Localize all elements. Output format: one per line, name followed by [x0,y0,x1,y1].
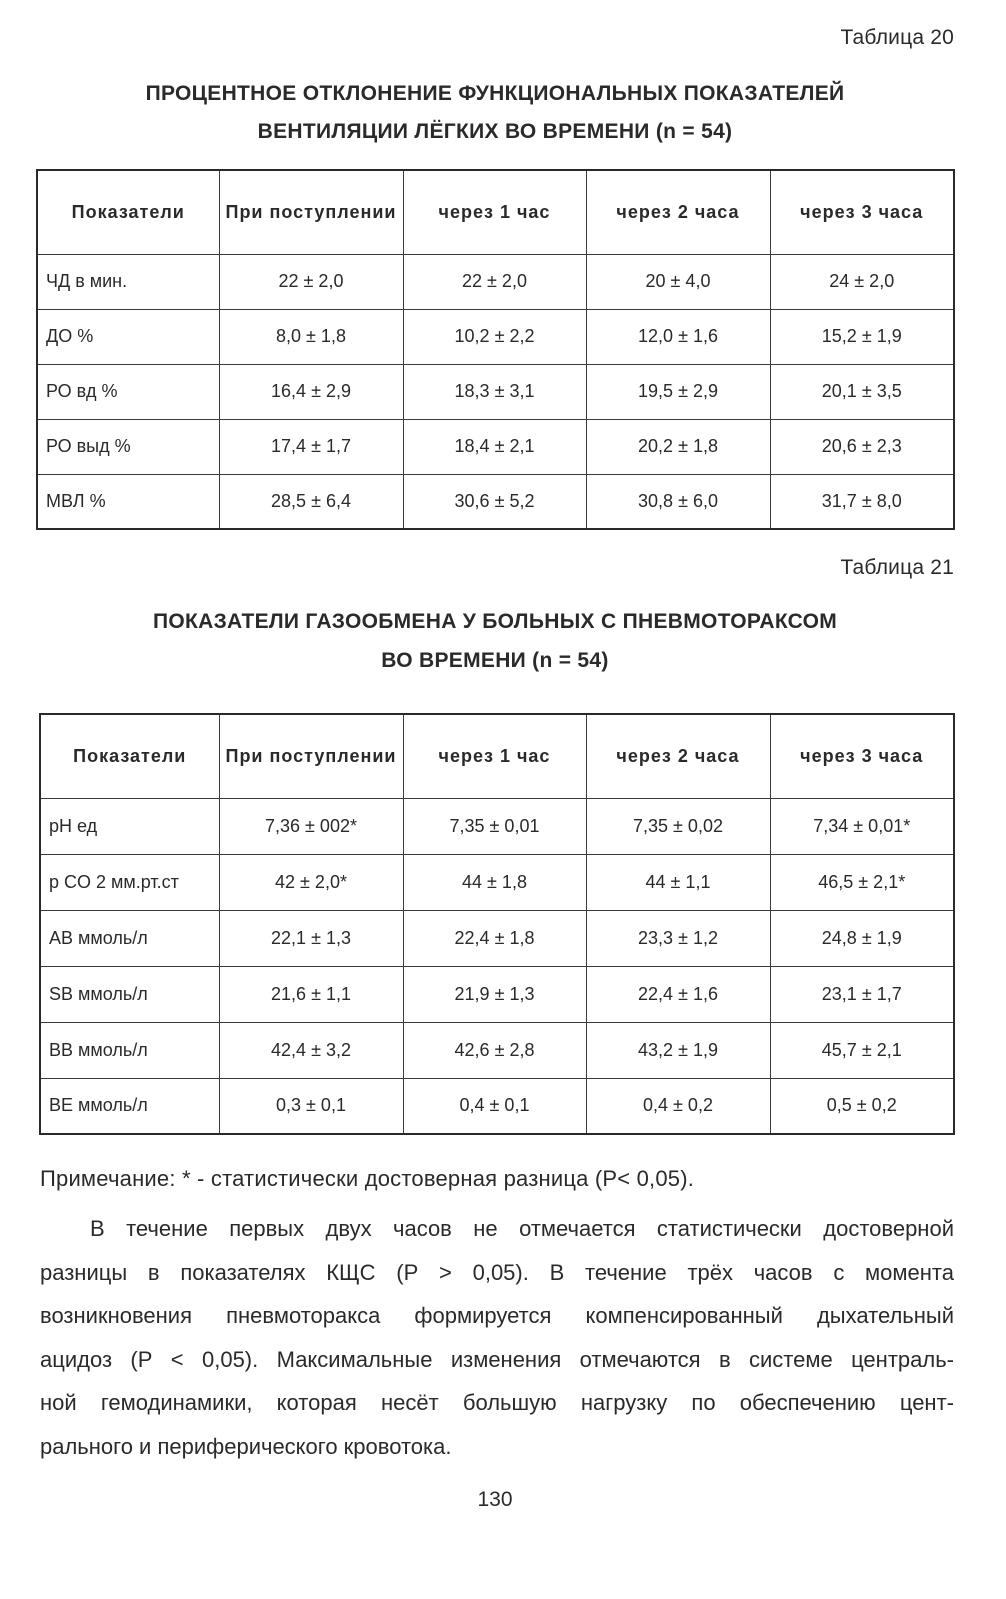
table-cell: 42,6 ± 2,8 [403,1022,586,1078]
table20-header-cell: через 1 час [403,170,586,254]
table-cell: 18,3 ± 3,1 [403,364,586,419]
table-cell: 16,4 ± 2,9 [219,364,403,419]
table-cell: 0,4 ± 0,2 [586,1078,770,1134]
table21-header-cell: через 3 часа [770,714,954,798]
table-cell: 0,4 ± 0,1 [403,1078,586,1134]
paragraph-line: рального и периферического кровотока. [40,1433,452,1459]
table-row [40,1078,954,1134]
table-cell: 22 ± 2,0 [219,254,403,309]
table-21-title-line-1: ПОКАЗАТЕЛИ ГАЗООБМЕНА У БОЛЬНЫХ С ПНЕВМОТОРАКСОМ [152,610,838,633]
table-cell: 31,7 ± 8,0 [770,474,954,529]
table-cell: 21,9 ± 1,3 [403,966,586,1022]
table-row [40,798,954,854]
table-cell: 7,35 ± 0,02 [586,798,770,854]
row-label: ДО % [37,309,219,364]
table-row [40,1022,954,1078]
table20-header-cell: через 2 часа [586,170,770,254]
table-cell: 0,3 ± 0,1 [219,1078,403,1134]
table-cell: 19,5 ± 2,9 [586,364,770,419]
table-cell: 12,0 ± 1,6 [586,309,770,364]
table-cell: 30,6 ± 5,2 [403,474,586,529]
table-cell: 21,6 ± 1,1 [219,966,403,1022]
table-cell: 10,2 ± 2,2 [403,309,586,364]
table-cell: 20,1 ± 3,5 [770,364,954,419]
table-cell: 24 ± 2,0 [770,254,954,309]
page-number: 130 [477,1488,513,1511]
table-cell: 15,2 ± 1,9 [770,309,954,364]
table-cell: 24,8 ± 1,9 [770,910,954,966]
table-cell: 20,6 ± 2,3 [770,419,954,474]
table21-header-cell: Показатели [40,714,219,798]
paragraph-line: ацидоз (Р < 0,05). Максимальные изменения отмечаются в системе централь- [40,1346,954,1372]
table-row [37,254,954,309]
table-row [40,966,954,1022]
table-20-title-line-2: ВЕНТИЛЯЦИИ ЛЁГКИХ ВО ВРЕМЕНИ (n = 54) [257,120,733,143]
table-21-number: Таблица 21 [840,556,954,579]
row-label: BB ммоль/л [40,1022,219,1078]
table-21 [39,713,955,1135]
row-label: РО вд % [37,364,219,419]
table-row [40,854,954,910]
row-label: p CO 2 мм.рт.ст [40,854,219,910]
paragraph-line: В течение первых двух часов не отмечается статистически достоверной [90,1216,954,1241]
table-cell: 43,2 ± 1,9 [586,1022,770,1078]
row-label: SB ммоль/л [40,966,219,1022]
paragraph-line: ной гемодинамики, которая несёт большую нагрузку по обеспечению цент- [40,1390,954,1415]
table20-header-cell: через 3 часа [770,170,954,254]
table-cell: 8,0 ± 1,8 [219,309,403,364]
table-cell: 23,1 ± 1,7 [770,966,954,1022]
table-cell: 20,2 ± 1,8 [586,419,770,474]
table-row [37,309,954,364]
table-21-title-line-2: ВО ВРЕМЕНИ (n = 54) [381,649,609,672]
row-label: РО выд % [37,419,219,474]
table-cell: 23,3 ± 1,2 [586,910,770,966]
row-label: МВЛ % [37,474,219,529]
table-note: Примечание: * - статистически достоверная разница (Р< 0,05). [40,1166,695,1191]
table-cell: 7,36 ± 002* [219,798,403,854]
row-label: pH ед [40,798,219,854]
table-cell: 0,5 ± 0,2 [770,1078,954,1134]
table-cell: 17,4 ± 1,7 [219,419,403,474]
table-cell: 7,35 ± 0,01 [403,798,586,854]
table-row [37,474,954,529]
table-row [40,910,954,966]
table-20-header-row [37,170,954,254]
table-cell: 7,34 ± 0,01* [770,798,954,854]
table-cell: 42,4 ± 3,2 [219,1022,403,1078]
table-row [37,364,954,419]
table-cell: 44 ± 1,8 [403,854,586,910]
table21-header-cell: через 2 часа [586,714,770,798]
table21-header-cell: через 1 час [403,714,586,798]
row-label: BE ммоль/л [40,1078,219,1134]
table-cell: 22,1 ± 1,3 [219,910,403,966]
row-label: AB ммоль/л [40,910,219,966]
table-20-number: Таблица 20 [840,26,954,49]
table-cell: 42 ± 2,0* [219,854,403,910]
table-cell: 18,4 ± 2,1 [403,419,586,474]
paragraph-line: возникновения пневмоторакса формируется компенсированный дыхательный [40,1303,954,1328]
table-cell: 20 ± 4,0 [586,254,770,309]
table-cell: 22 ± 2,0 [403,254,586,309]
table-cell: 45,7 ± 2,1 [770,1022,954,1078]
table20-header-cell: Показатели [37,170,219,254]
table-21-header-row [40,714,954,798]
table-cell: 30,8 ± 6,0 [586,474,770,529]
table-cell: 46,5 ± 2,1* [770,854,954,910]
table-cell: 28,5 ± 6,4 [219,474,403,529]
body-paragraph [40,1207,954,1468]
table-row [37,419,954,474]
table-cell: 44 ± 1,1 [586,854,770,910]
table-cell: 22,4 ± 1,6 [586,966,770,1022]
table-cell: 22,4 ± 1,8 [403,910,586,966]
paragraph-line: разницы в показателях КЩС (Р > 0,05). В течение трёх часов с момента [40,1259,954,1285]
table20-header-cell: При поступлении [219,170,403,254]
table-20-title-line-1: ПРОЦЕНТНОЕ ОТКЛОНЕНИЕ ФУНКЦИОНАЛЬНЫХ ПОКАЗАТЕЛЕЙ [145,82,845,105]
table21-header-cell: При поступлении [219,714,403,798]
table-20 [36,169,955,530]
row-label: ЧД в мин. [37,254,219,309]
